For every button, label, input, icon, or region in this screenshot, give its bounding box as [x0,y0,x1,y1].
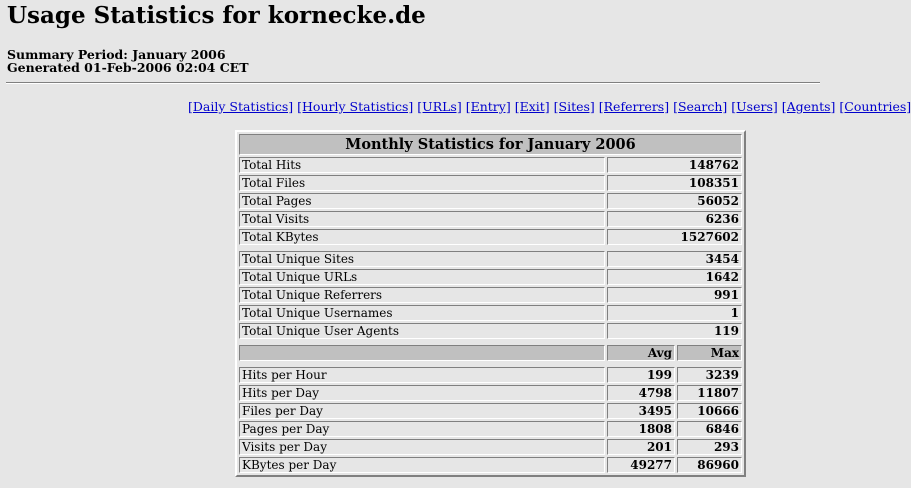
table-row [239,193,742,209]
row-label: Visits per Day [239,439,605,455]
table-row [239,367,742,383]
avg-max-header-row [239,345,742,361]
table-row [239,385,742,401]
row-value: 56052 [607,193,742,209]
table-row [239,439,742,455]
row-label: Hits per Hour [239,367,605,383]
row-label: Total Unique Sites [239,251,605,267]
row-label: Total Visits [239,211,605,227]
monthly-statistics-table [235,130,746,477]
totals-group [239,157,742,245]
rates-group [239,367,742,473]
row-max: 86960 [677,457,742,473]
row-avg: 1808 [607,421,675,437]
report-nav [188,99,911,114]
row-value: 3454 [607,251,742,267]
row-label: Pages per Day [239,421,605,437]
table-row [239,175,742,191]
report-meta [7,48,249,74]
uniques-group [239,251,742,339]
row-label: Total Unique User Agents [239,323,605,339]
row-value: 991 [607,287,742,303]
row-avg: 49277 [607,457,675,473]
row-label: Total KBytes [239,229,605,245]
row-label: Files per Day [239,403,605,419]
row-value: 6236 [607,211,742,227]
avg-column-header: Avg [607,345,675,361]
row-value: 1642 [607,269,742,285]
nav-agents[interactable]: [Agents] [781,99,836,114]
table-row [239,457,742,473]
nav-exit[interactable]: [Exit] [514,99,550,114]
row-max: 11807 [677,385,742,401]
row-label: Total Hits [239,157,605,173]
row-max: 10666 [677,403,742,419]
row-max: 6846 [677,421,742,437]
table-row [239,403,742,419]
table-row [239,269,742,285]
nav-urls[interactable]: [URLs] [417,99,462,114]
row-avg: 4798 [607,385,675,401]
nav-hourly-statistics[interactable]: [Hourly Statistics] [297,99,414,114]
nav-search[interactable]: [Search] [673,99,728,114]
table-row [239,305,742,321]
row-max: 3239 [677,367,742,383]
row-label: Total Pages [239,193,605,209]
table-row [239,157,742,173]
page-title: Usage Statistics for kornecke.de [7,2,426,29]
horizontal-rule [6,82,820,84]
table-row [239,229,742,245]
row-max: 293 [677,439,742,455]
row-label: Total Unique URLs [239,269,605,285]
row-avg: 3495 [607,403,675,419]
table-row [239,323,742,339]
row-avg: 199 [607,367,675,383]
avg-max-header-label [239,345,605,361]
table-row [239,287,742,303]
nav-users[interactable]: [Users] [731,99,778,114]
nav-entry[interactable]: [Entry] [465,99,511,114]
summary-period: Summary Period: January 2006 [7,47,226,62]
max-column-header: Max [677,345,742,361]
row-label: Total Unique Usernames [239,305,605,321]
row-value: 1 [607,305,742,321]
row-value: 1527602 [607,229,742,245]
row-avg: 201 [607,439,675,455]
nav-countries[interactable]: [Countries] [839,99,911,114]
row-value: 148762 [607,157,742,173]
nav-referrers[interactable]: [Referrers] [598,99,670,114]
generated-timestamp: Generated 01-Feb-2006 02:04 CET [7,60,249,75]
table-row [239,421,742,437]
row-label: Hits per Day [239,385,605,401]
row-label: KBytes per Day [239,457,605,473]
nav-daily-statistics[interactable]: [Daily Statistics] [188,99,294,114]
table-row [239,251,742,267]
row-label: Total Files [239,175,605,191]
row-value: 108351 [607,175,742,191]
table-header: Monthly Statistics for January 2006 [239,134,742,155]
row-value: 119 [607,323,742,339]
row-label: Total Unique Referrers [239,287,605,303]
table-row [239,211,742,227]
nav-sites[interactable]: [Sites] [553,99,595,114]
